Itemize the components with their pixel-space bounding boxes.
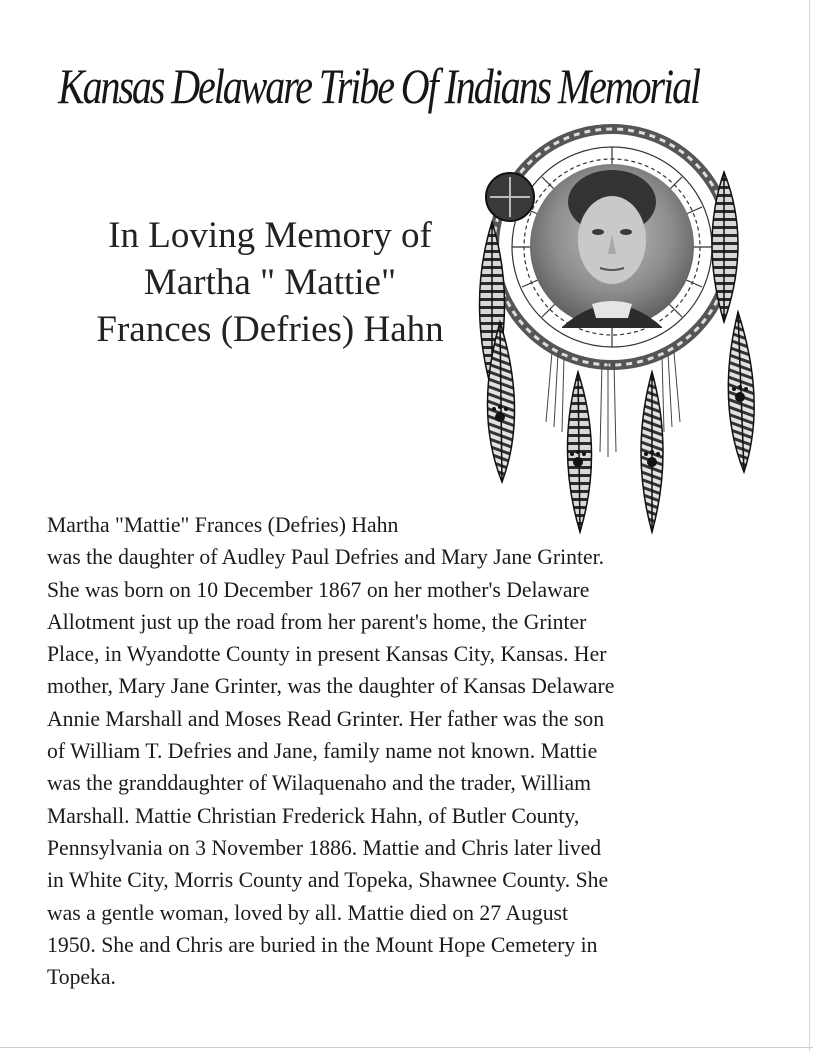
text-line: 1950. She and Chris are buried in the Mount Hope Cemetery in <box>47 932 598 957</box>
text-line: was the daughter of Audley Paul Defries and Mary Jane Grinter. <box>47 545 605 570</box>
text-line: She was born on 10 December 1867 on her mother's Delaware <box>47 577 590 602</box>
memory-line: Frances (Defries) Hahn <box>96 309 444 350</box>
text-line: of William T. Defries and Jane, family name not known. Mattie <box>47 739 598 764</box>
text-line: Martha "Mattie" Frances (Defries) Hahn <box>47 513 399 537</box>
memory-line: In Loving Memory of <box>108 215 432 256</box>
text-line: Topeka. <box>47 965 116 990</box>
text-line: Pennsylvania on 3 November 1886. Mattie and Chris later lived <box>47 835 602 860</box>
text-line: Marshall. Mattie Christian Frederick Hahn, of Butler County, <box>47 803 580 828</box>
text-line: was a gentle woman, loved by all. Mattie died on 27 August <box>47 900 569 925</box>
biography-text <box>47 509 777 993</box>
dreamcatcher-icon <box>462 122 782 542</box>
text-line: Place, in Wyandotte County in present Kansas City, Kansas. Her <box>47 642 607 667</box>
text-line: Annie Marshall and Moses Read Grinter. Her father was the son <box>47 706 605 731</box>
page-edge-bottom <box>0 1047 813 1048</box>
text-line: Allotment just up the road from her parent's home, the Grinter <box>47 609 587 634</box>
text-line: in White City, Morris County and Topeka, Shawnee County. She <box>47 868 609 893</box>
text-line: was the granddaughter of Wilaquenaho and the trader, William <box>47 771 592 796</box>
text-line: mother, Mary Jane Grinter, was the daughter of Kansas Delaware <box>47 674 615 699</box>
page-title: Kansas Delaware Tribe Of Indians Memorial <box>58 58 700 114</box>
memory-line: Martha " Mattie" <box>143 262 397 303</box>
memory-heading <box>60 212 480 353</box>
page-edge <box>809 0 810 1051</box>
